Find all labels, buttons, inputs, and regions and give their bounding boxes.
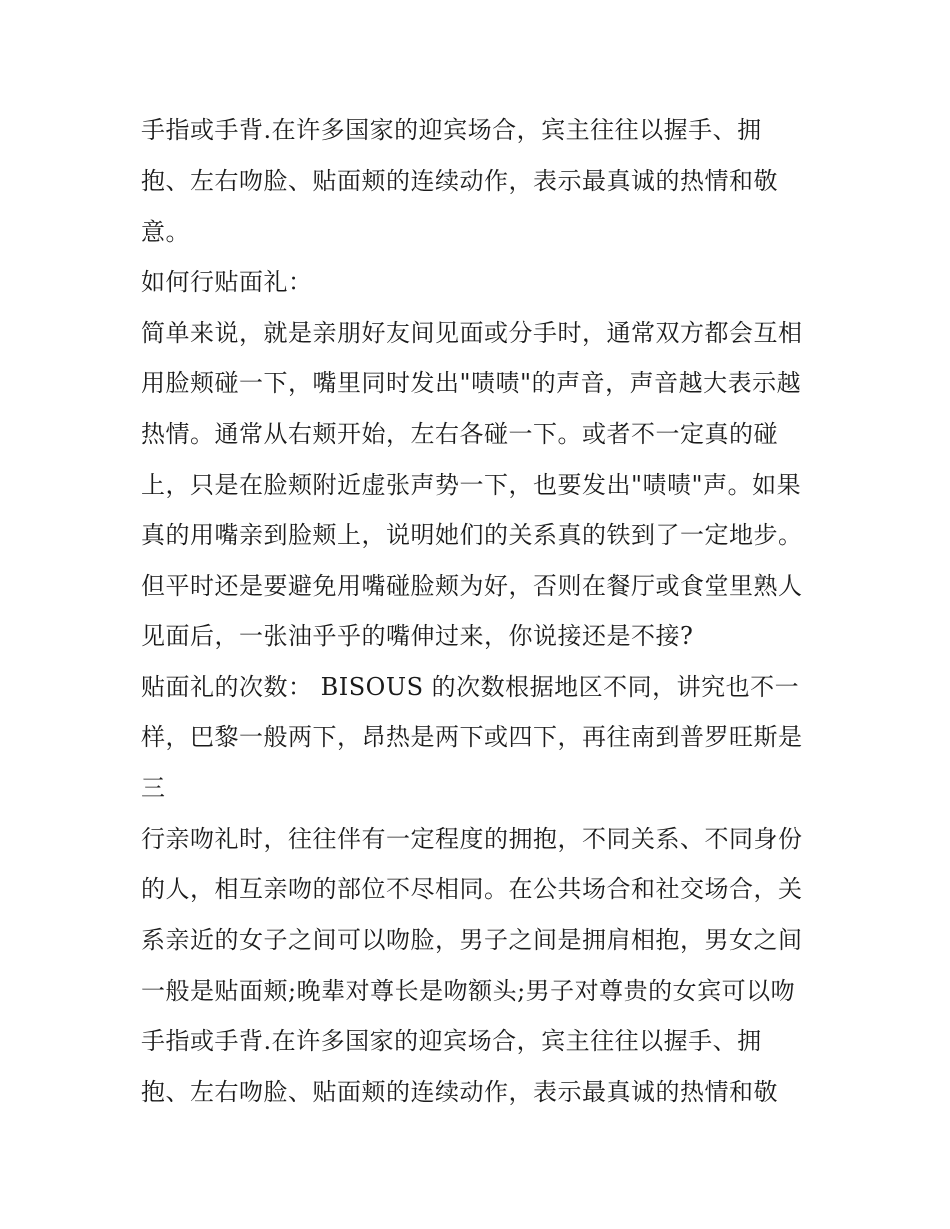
text-line: 抱、左右吻脸、贴面颊的连续动作，表示最真诚的热情和敬 <box>141 167 778 195</box>
text-line: 上，只是在脸颊附近虚张声势一下，也要发出"啧啧"声。如果 <box>141 471 802 499</box>
text-line: 贴面礼的次数： BISOUS 的次数根据地区不同，讲究也不一 <box>141 673 800 701</box>
text-line: 见面后，一张油乎乎的嘴伸过来，你说接还是不接? <box>141 622 694 650</box>
text-line: 一般是贴面颊;晚辈对尊长是吻额头;男子对尊贵的女宾可以吻 <box>141 977 796 1005</box>
text-line: 行亲吻礼时，往往伴有一定程度的拥抱，不同关系、不同身份 <box>141 825 803 853</box>
text-line: 热情。通常从右颊开始，左右各碰一下。或者不一定真的碰 <box>141 420 778 448</box>
text-line: 抱、左右吻脸、贴面颊的连续动作，表示最真诚的热情和敬 <box>141 1078 778 1106</box>
text-line: 但平时还是要避免用嘴碰脸颊为好，否则在餐厅或食堂里熟人 <box>141 572 803 600</box>
text-line: 的人，相互亲吻的部位不尽相同。在公共场合和社交场合，关 <box>141 875 803 903</box>
text-line: 三 <box>141 774 166 802</box>
text-line: 手指或手背.在许多国家的迎宾场合，宾主往往以握手、拥 <box>141 1027 762 1055</box>
text-line: 系亲近的女子之间可以吻脸，男子之间是拥肩相抱，男女之间 <box>141 926 803 954</box>
section-heading: 如何行贴面礼： <box>141 268 313 296</box>
text-line: 真的用嘴亲到脸颊上，说明她们的关系真的铁到了一定地步。 <box>141 521 803 549</box>
text-line: 手指或手背.在许多国家的迎宾场合，宾主往往以握手、拥 <box>141 116 762 144</box>
text-line: 简单来说，就是亲朋好友间见面或分手时，通常双方都会互相 <box>141 319 803 347</box>
text-line: 用脸颊碰一下，嘴里同时发出"啧啧"的声音，声音越大表示越 <box>141 369 802 397</box>
text-line: 意。 <box>141 218 190 246</box>
text-line: 样，巴黎一般两下，昂热是两下或四下，再往南到普罗旺斯是 <box>141 723 803 751</box>
